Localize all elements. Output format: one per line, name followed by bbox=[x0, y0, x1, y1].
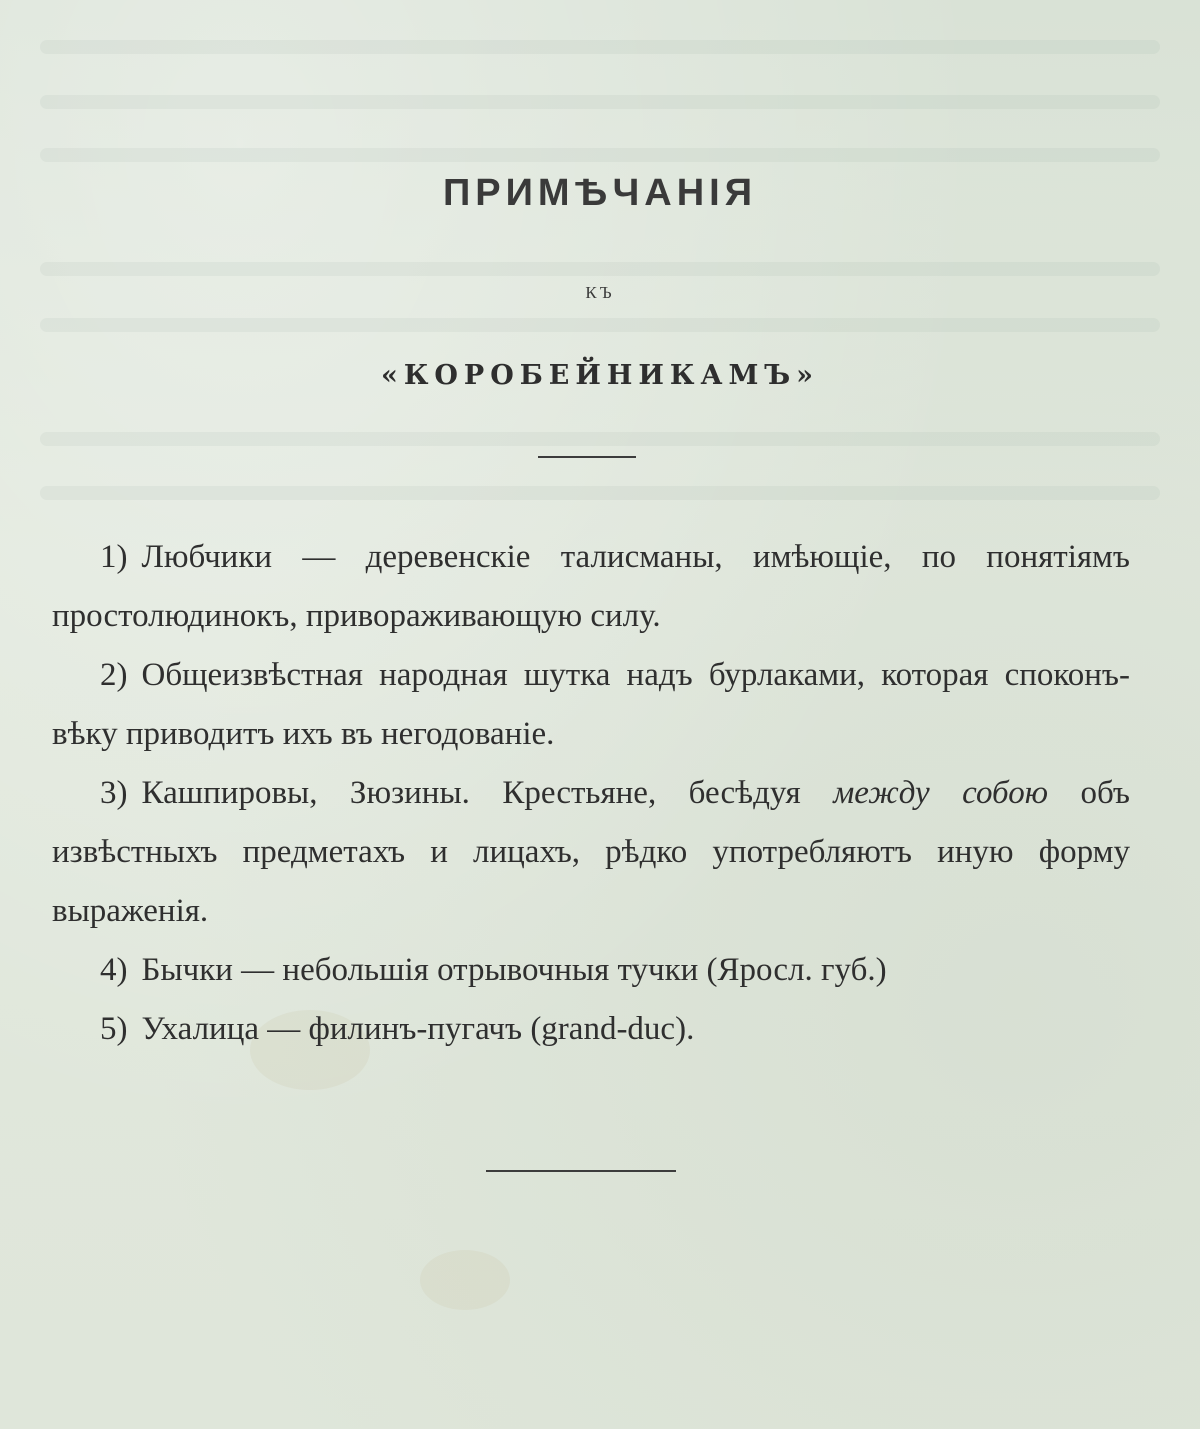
note-number: 1) bbox=[100, 539, 128, 575]
note-number: 2) bbox=[100, 657, 128, 693]
note-number: 5) bbox=[100, 1011, 128, 1047]
note-text: Общеизвѣстная народная шутка надъ бурлаками, которая споконъ-вѣку приводитъ ихъ въ негодованіе. bbox=[52, 657, 1130, 752]
page-title: ПРИМѢЧАНІЯ bbox=[442, 172, 758, 214]
divider-rule-bottom bbox=[486, 1170, 676, 1172]
note-text: Ухалица — филинъ-пугачъ (grand-duc). bbox=[141, 1011, 695, 1047]
note-item bbox=[52, 941, 1130, 1000]
note-emphasis: между собою bbox=[833, 775, 1048, 811]
show-through-line bbox=[40, 40, 1160, 54]
show-through-line bbox=[40, 262, 1160, 276]
note-text: Бычки — небольшія отрывочныя тучки (Яросл. губ.) bbox=[141, 952, 887, 988]
note-item bbox=[52, 528, 1130, 646]
show-through-line bbox=[40, 148, 1160, 162]
note-item bbox=[52, 1000, 1130, 1059]
note-text: Любчики — деревенскіе талисманы, имѣющіе, по понятіямъ простолюдинокъ, привораживающую силу. bbox=[52, 539, 1130, 634]
note-number: 3) bbox=[100, 775, 128, 811]
show-through-line bbox=[40, 486, 1160, 500]
note-item bbox=[52, 646, 1130, 764]
work-title: «КОРОБЕЙНИКАМЪ» bbox=[380, 360, 820, 391]
divider-rule-top bbox=[538, 456, 636, 458]
show-through-line bbox=[40, 95, 1160, 109]
note-text: объ извѣстныхъ предметахъ и лицахъ, рѣдко употребляютъ иную форму выраженія. bbox=[52, 775, 1130, 929]
note-item bbox=[52, 764, 1130, 941]
notes-list bbox=[52, 528, 1130, 1059]
show-through-line bbox=[40, 318, 1160, 332]
note-text: Кашпировы, Зюзины. Крестьяне, бесѣдуя bbox=[141, 775, 834, 811]
paper-stain bbox=[420, 1250, 510, 1310]
page-subtitle: КЪ bbox=[585, 283, 615, 302]
show-through-line bbox=[40, 432, 1160, 446]
note-number: 4) bbox=[100, 952, 128, 988]
